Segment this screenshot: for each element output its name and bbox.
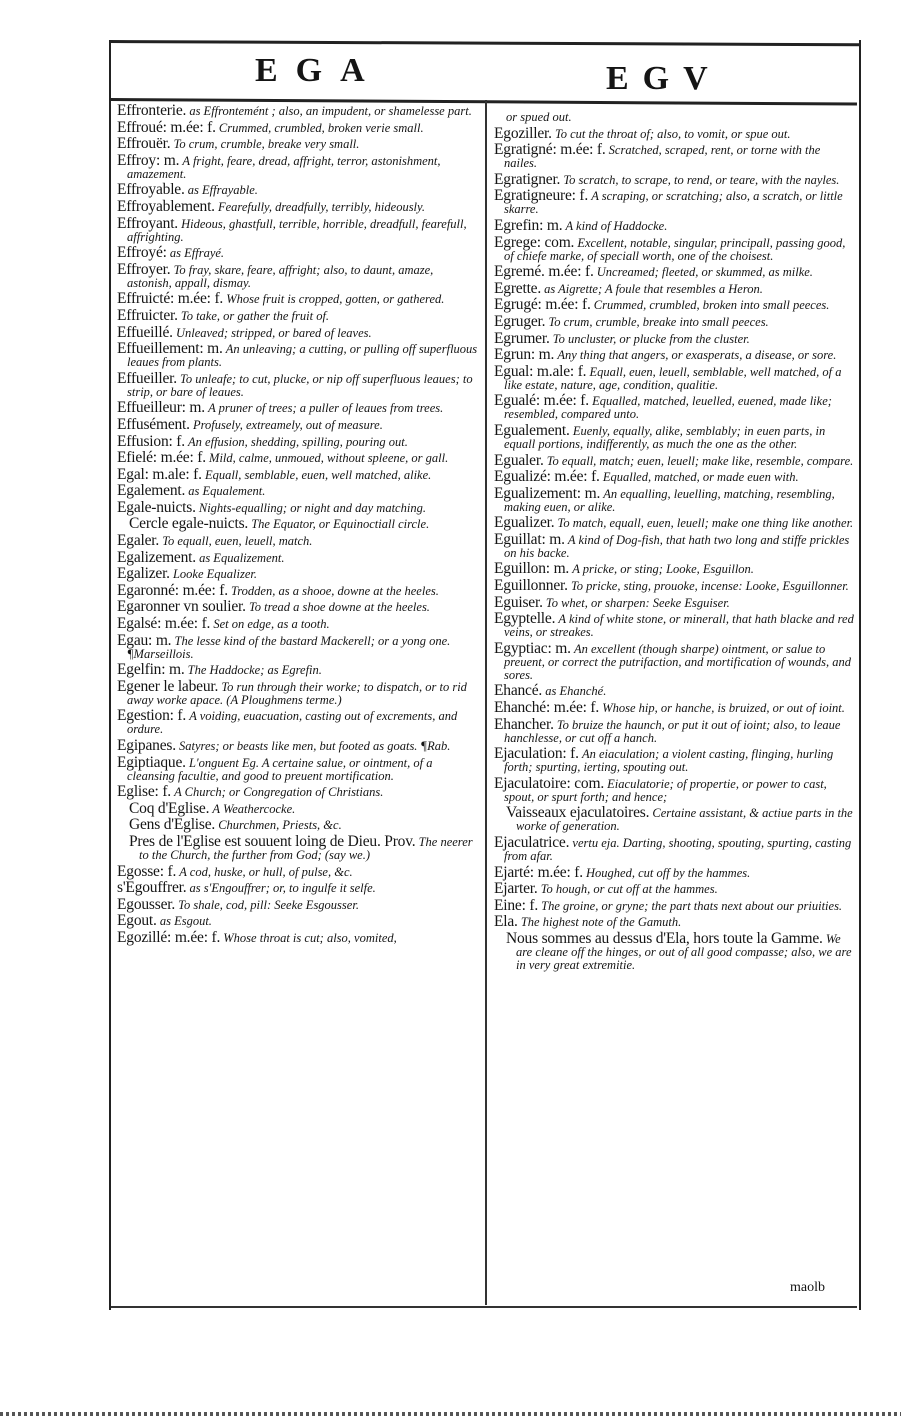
entry-definition: An equalling, leuelling, matching, resembling, making euen, or alike. <box>504 486 835 514</box>
entry-definition: Whose fruit is cropped, gotten, or gathered. <box>226 292 445 307</box>
entry-headword: Effruicté: m.ée: f. <box>117 290 224 308</box>
entry-definition: A voiding, euacuation, casting out of excrements, and ordure. <box>127 709 458 737</box>
dictionary-entry <box>117 818 479 832</box>
entry-definition: as Ehanché. <box>545 684 607 699</box>
dictionary-entry <box>494 929 856 972</box>
entry-definition: Mild, calme, unmoued, without spleene, or gall. <box>209 451 449 466</box>
entry-definition: Crummed, crumbled, broken into small peeces. <box>593 298 830 313</box>
dictionary-entry <box>117 881 479 895</box>
entry-headword: Egrumer. <box>494 329 550 347</box>
entry-definition: Nights-equalling; or night and day matching. <box>198 500 426 515</box>
entry-definition: Looke Equalizer. <box>172 567 258 582</box>
entry-headword: Egalsé: m.ée: f. <box>117 615 211 633</box>
entry-headword: Egual: m.ale: f. <box>494 362 587 380</box>
entry-headword: Egalizement. <box>117 548 196 566</box>
entry-definition: Any thing that angers, or exasperats, a disease, or sore. <box>557 348 837 363</box>
entry-definition: Equall, semblable, euen, well matched, alike. <box>204 467 432 482</box>
entry-headword: Egrugé: m.ée: f. <box>494 296 591 314</box>
entry-definition: An effusion, shedding, spilling, pouring out. <box>188 434 408 449</box>
catchword: maolb <box>790 1280 825 1295</box>
dictionary-entry <box>494 170 856 188</box>
entry-definition: To crum, crumble, breake into small peeces. <box>548 314 769 329</box>
entry-headword: Effroy: m. <box>117 151 180 169</box>
dictionary-entry <box>117 753 479 783</box>
dictionary-entry <box>117 534 479 548</box>
dictionary-entry <box>117 914 479 928</box>
entry-definition: To shale, cod, pill: Seeke Esgousser. <box>178 897 359 912</box>
entry-definition: A Weathercocke. <box>212 801 296 816</box>
entry-headword: Eglise: f. <box>117 783 171 801</box>
entry-headword: Egrette. <box>494 279 542 297</box>
scan-edge <box>0 1412 901 1416</box>
entry-definition: Churchmen, Priests, &c. <box>218 818 342 833</box>
entry-definition: Equalled, matched, or made euen with. <box>602 470 799 485</box>
dictionary-entry <box>494 639 856 682</box>
entry-definition: To equall, euen, leuell, match. <box>162 534 313 549</box>
dictionary-entry <box>494 265 856 279</box>
entry-definition: Profusely, extreamely, out of measure. <box>192 417 383 432</box>
dictionary-entry <box>117 465 479 483</box>
dictionary-entry <box>117 928 479 946</box>
entry-definition: An unleaving; a cutting, or pulling off superfluous leaues from plants. <box>127 342 478 370</box>
dictionary-entry <box>117 832 479 862</box>
dictionary-entry <box>117 183 479 197</box>
dictionary-entry <box>494 421 856 451</box>
entry-headword: Egaler. <box>117 532 160 550</box>
dictionary-entry <box>117 895 479 913</box>
entry-headword: Egalement. <box>117 482 186 500</box>
entry-definition: Hideous, ghastfull, terrible, horrible, dreadfull, fearefull, affrighting. <box>127 216 467 244</box>
entry-headword: Ela. <box>494 913 518 931</box>
entry-headword: Egalizer. <box>117 565 170 583</box>
dictionary-entry <box>494 329 856 347</box>
entry-headword: Egozillé: m.ée: f. <box>117 928 221 946</box>
entry-headword: Ehancé. <box>494 682 543 700</box>
entry-headword: Egualizement: m. <box>494 484 601 502</box>
entry-definition: Eiaculatorie; of propertie, or power to cast, spout, or spurt forth; and hence; <box>504 776 827 804</box>
dictionary-entry <box>117 260 479 290</box>
entry-definition: A scraping, or scratching; also, a scratch, or little skarre. <box>504 189 843 217</box>
dictionary-entry <box>494 579 856 593</box>
dictionary-entry <box>117 118 479 136</box>
entry-definition: Uncreamed; fleeted, or skummed, as milke. <box>596 265 813 280</box>
dictionary-entry <box>494 394 856 421</box>
entry-headword: Egrefin: m. <box>494 216 563 234</box>
entry-headword: Egruger. <box>494 312 546 330</box>
entry-definition: Trodden, as a shooe, downe at the heeles. <box>231 583 439 598</box>
entry-headword: Cercle egale-nuicts. <box>129 515 249 533</box>
dictionary-entry <box>494 882 856 896</box>
dictionary-entry <box>494 279 856 297</box>
entry-definition: A pricke, or sting; Looke, Esguillon. <box>572 562 754 577</box>
entry-headword: Nous sommes au dessus d'Ela, hors toute la Gamme. <box>506 929 823 947</box>
dictionary-entry <box>117 151 479 181</box>
entry-definition: Equalled, matched, leuelled, euened, made like; resembled, compared unto. <box>504 394 832 422</box>
dictionary-entry <box>117 432 479 450</box>
entry-definition: Set on edge, as a tooth. <box>213 617 330 632</box>
entry-headword: Eguillat: m. <box>494 530 565 548</box>
entry-headword: Egosse: f. <box>117 862 177 880</box>
entry-headword: Egualé: m.ée: f. <box>494 392 589 410</box>
entry-definition: Euenly, equally, alike, semblably; in euen parts, in equall portions, indifferently, as much the one as the other. <box>504 423 826 451</box>
entry-headword: Ejaculation: f. <box>494 745 579 763</box>
dictionary-entry <box>117 581 479 599</box>
dictionary-entry <box>494 747 856 774</box>
entry-definition: Excellent, notable, singular, principall, passing good, of chiefe marke, of speciall worth, one of the choisest. <box>504 235 846 263</box>
dictionary-entry <box>494 530 856 560</box>
entry-definition: The Equator, or Equinoctiall circle. <box>251 517 430 532</box>
entry-headword: Egale-nuicts. <box>117 498 196 516</box>
entry-headword: Egal: m.ale: f. <box>117 465 202 483</box>
entry-headword: Egaronner vn soulier. <box>117 598 246 616</box>
entry-headword: Eine: f. <box>494 896 539 914</box>
entry-definition: Fearefully, dreadfully, terribly, hideously. <box>217 199 426 214</box>
entry-definition: We are cleane off the hinges, or out of all good compasse; also, we are in very great extremitie. <box>516 931 852 972</box>
dictionary-entry <box>117 306 479 324</box>
entry-definition: To equall, match; euen, leuell; make like, resemble, compare. <box>546 453 854 468</box>
entry-headword: Egualement. <box>494 421 570 439</box>
entry-definition: To crum, crumble, breake very small. <box>173 137 360 152</box>
entry-definition: To tread a shoe downe at the heeles. <box>248 600 430 615</box>
dictionary-entry <box>117 517 479 531</box>
dictionary-entry <box>494 312 856 330</box>
entry-definition: To uncluster, or plucke from the cluster. <box>552 331 750 346</box>
entry-definition: Whose hip, or hanche, is bruized, or out of ioint. <box>602 701 845 716</box>
entry-definition: as Equalizement. <box>199 550 285 565</box>
entry-definition: Satyres; or beasts like men, but footed as goats. ¶Rab. <box>179 739 451 753</box>
entry-headword: Egiptiaque. <box>117 753 186 771</box>
dictionary-entry <box>494 562 856 576</box>
entry-headword: Ehancher. <box>494 715 554 733</box>
entry-definition: To unleafe; to cut, plucke, or nip off superfluous leaues; to strip, or bare of leaues. <box>127 371 473 399</box>
dictionary-entry <box>494 110 856 124</box>
entry-definition: The Haddocke; as Egrefin. <box>187 663 322 678</box>
dictionary-entry <box>117 677 479 707</box>
running-head-right: EGV <box>606 60 722 97</box>
left-column <box>117 104 479 948</box>
entry-definition: Whose throat is cut; also, vomited, <box>223 930 397 945</box>
dictionary-entry <box>117 415 479 433</box>
entry-headword: Eguillon: m. <box>494 560 570 578</box>
dictionary-entry <box>117 663 479 677</box>
entry-headword: Egyptiac: m. <box>494 639 571 657</box>
entry-headword: Effroué: m.ée: f. <box>117 118 216 136</box>
entry-headword: Eguillonner. <box>494 577 568 595</box>
dictionary-entry <box>494 216 856 234</box>
entry-definition: To scratch, to scrape, to rend, or teare, with the nayles. <box>563 172 840 187</box>
entry-headword: Effruicter. <box>117 306 178 324</box>
dictionary-entry <box>117 342 479 369</box>
entry-definition: Equall, euen, leuell, semblable, well matched, of a like estate, nature, age, condition, qualitie. <box>504 364 842 392</box>
dictionary-entry <box>494 684 856 698</box>
entry-headword: Egratigneure: f. <box>494 187 589 205</box>
dictionary-entry <box>117 785 479 799</box>
entry-headword: Efielé: m.ée: f. <box>117 449 206 467</box>
entry-definition: To take, or gather the fruit of. <box>180 308 330 323</box>
entry-definition: The highest note of the Gamuth. <box>520 915 682 930</box>
entry-headword: Ejarter. <box>494 880 538 898</box>
entry-headword: Effusion: f. <box>117 432 185 450</box>
dictionary-entry <box>494 470 856 484</box>
entry-headword: Egrun: m. <box>494 346 555 364</box>
entry-definition: A kind of Dog-fish, that hath two long and stiffe prickles on his backe. <box>504 532 850 560</box>
entry-definition: Crummed, crumbled, broken verie small. <box>218 120 424 135</box>
entry-headword: Ehanché: m.ée: f. <box>494 699 600 717</box>
entry-headword: Egau: m. <box>117 631 172 649</box>
dictionary-entry <box>117 617 479 631</box>
entry-definition: To cut the throat of; also, to vomit, or spue out. <box>554 126 791 141</box>
entry-headword: Effueillé. <box>117 323 173 341</box>
entry-headword: Egualizer. <box>494 514 555 532</box>
entry-definition: A Church; or Congregation of Christians. <box>174 785 384 800</box>
dictionary-entry <box>117 214 479 244</box>
entry-headword: Egratigner. <box>494 170 561 188</box>
entry-headword: Effroyé: <box>117 244 167 262</box>
dictionary-entry <box>117 369 479 399</box>
entry-definition: Certaine assistant, & actiue parts in the worke of generation. <box>516 806 853 834</box>
entry-definition: To pricke, sting, prouoke, incense: Looke, Esguillonner. <box>570 579 849 594</box>
dictionary-entry <box>117 401 479 415</box>
column-divider <box>485 100 487 1305</box>
entry-definition: Unleaved; stripped, or bared of leaves. <box>175 325 372 340</box>
dictionary-entry <box>494 593 856 611</box>
entry-definition: as Aigrette; A foule that resembles a Heron. <box>544 281 763 296</box>
entry-headword: Effueilleur: m. <box>117 399 205 417</box>
dictionary-entry <box>117 137 479 151</box>
entry-headword: Effueillement: m. <box>117 340 223 358</box>
entry-definition: An eiaculation; a violent casting, flinging, hurling forth; spurting, ierting, spouting out. <box>504 747 834 775</box>
entry-headword: Egipanes. <box>117 737 176 754</box>
entry-headword: Effroyant. <box>117 214 178 232</box>
entry-definition: To match, equall, euen, leuell; make one thing like another. <box>557 516 854 531</box>
entry-headword: Egestion: f. <box>117 707 187 725</box>
entry-headword: Egelfin: m. <box>117 661 185 679</box>
dictionary-entry <box>117 709 479 736</box>
dictionary-entry <box>117 862 479 880</box>
dictionary-entry <box>117 451 479 465</box>
dictionary-entry <box>494 233 856 263</box>
entry-headword: Effrouër. <box>117 135 171 153</box>
entry-definition: as Effrayable. <box>187 183 258 198</box>
entry-headword: Ejarté: m.ée: f. <box>494 863 583 881</box>
dictionary-entry <box>494 362 856 392</box>
dictionary-entry <box>494 701 856 715</box>
entry-headword: Effueiller. <box>117 369 177 387</box>
dictionary-entry <box>117 600 479 614</box>
dictionary-entry <box>494 189 856 216</box>
entry-definition: as Effrayé. <box>169 246 225 261</box>
entry-headword: Coq d'Eglise. <box>129 799 210 817</box>
dictionary-entry <box>117 799 479 817</box>
dictionary-entry <box>494 516 856 530</box>
entry-definition: L'onguent Eg. A certaine salue, or ointment, of a cleansing facultie, and good to preuent mortification. <box>127 755 433 783</box>
dictionary-entry <box>494 806 856 833</box>
dictionary-entry <box>494 612 856 639</box>
entry-headword: Ejaculatrice. <box>494 834 570 851</box>
entry-definition: A kind of white stone, or minerall, that hath blacke and red veins, or streakes. <box>504 612 854 640</box>
entry-definition: The groine, or gryne; the part thats next about our priuities. <box>541 898 843 913</box>
entry-definition: To hough, or cut off at the hammes. <box>540 882 718 897</box>
dictionary-entry <box>494 715 856 745</box>
entry-definition: Scratched, scraped, rent, or torne with the nailes. <box>504 143 821 171</box>
entry-headword: Egousser. <box>117 895 176 913</box>
dictionary-entry <box>117 739 479 753</box>
entry-definition: The lesse kind of the bastard Mackerell; or a yong one. ¶Marseillois. <box>127 633 451 661</box>
dictionary-entry <box>117 104 479 118</box>
dictionary-entry <box>117 484 479 498</box>
page-bottom-rule <box>111 1306 857 1308</box>
entry-headword: Egratigné: m.ée: f. <box>494 141 606 159</box>
dictionary-entry <box>494 896 856 914</box>
entry-definition: To fray, skare, feare, affright; also, to daunt, amaze, astonish, appall, dismay. <box>127 262 434 290</box>
entry-headword: Effroyablement. <box>117 197 215 215</box>
entry-definition: An excellent (though sharpe) ointment, or salue to preuent, or correct the putrifaction, and mortification of wounds, and sores. <box>504 641 851 682</box>
entry-headword: Vaisseaux ejaculatoires. <box>506 804 650 822</box>
entry-definition: To bruize the haunch, or put it out of ioint; also, to leaue hanchlesse, or cut off a hanch. <box>504 717 841 745</box>
entry-definition: as Equalement. <box>188 484 266 499</box>
dictionary-entry <box>117 292 479 306</box>
entry-definition: A fright, feare, dread, affright, terror, astonishment, amazement. <box>127 153 441 181</box>
running-head-left: EGA <box>255 52 383 89</box>
entry-headword: Ejaculatoire: com. <box>494 774 605 792</box>
entry-headword: Eguiser. <box>494 593 543 611</box>
dictionary-entry <box>494 143 856 170</box>
dictionary-entry <box>494 915 856 929</box>
dictionary-entry <box>494 298 856 312</box>
entry-definition: A cod, huske, or hull, of pulse, &c. <box>179 864 353 879</box>
right-column <box>494 110 856 975</box>
entry-headword: Egualizé: m.ée: f. <box>494 468 600 486</box>
dictionary-entry <box>494 774 856 804</box>
entry-headword: Egyptelle. <box>494 610 556 628</box>
dictionary-entry <box>494 348 856 362</box>
entry-headword: Effronterie. <box>117 102 187 119</box>
dictionary-entry <box>494 451 856 469</box>
entry-headword: Egrege: com. <box>494 233 575 251</box>
entry-headword: Effroyable. <box>117 181 185 199</box>
dictionary-entry <box>494 124 856 142</box>
entry-headword: s'Egouffrer. <box>117 879 187 897</box>
dictionary-entry <box>117 323 479 341</box>
entry-definition: A kind of Haddocke. <box>565 218 668 233</box>
entry-headword: Egualer. <box>494 451 544 469</box>
entry-definition: or spued out. <box>506 110 572 124</box>
entry-headword: Egout. <box>117 912 157 930</box>
entry-definition: Houghed, cut off by the hammes. <box>586 865 751 880</box>
dictionary-entry <box>494 484 856 514</box>
entry-definition: To whet, or sharpen: Seeke Esguiser. <box>545 595 730 610</box>
entry-definition: as Esgout. <box>159 914 212 929</box>
dictionary-entry <box>117 197 479 215</box>
entry-definition: vertu eja. Darting, shooting, spouting, spurting, casting from afar. <box>504 836 852 863</box>
entry-definition: The neerer to the Church, the further from God; (say we.) <box>139 834 473 862</box>
entry-headword: Egener le labeur. <box>117 677 219 695</box>
entry-headword: Egoziller. <box>494 124 552 142</box>
entry-headword: Gens d'Eglise. <box>129 816 216 834</box>
entry-headword: Pres de l'Eglise est souuent loing de Dieu. Prov. <box>129 832 416 850</box>
dictionary-entry <box>117 246 479 260</box>
entry-headword: Effroyer. <box>117 260 171 278</box>
dictionary-entry <box>117 631 479 661</box>
entry-headword: Egremé. m.ée: f. <box>494 263 594 281</box>
entry-definition: as s'Engouffrer; or, to ingulfe it selfe. <box>189 881 376 896</box>
dictionary-entry <box>117 548 479 566</box>
entry-definition: as Effrontemént ; also, an impudent, or shamelesse part. <box>189 104 472 118</box>
dictionary-entry <box>494 836 856 863</box>
dictionary-entry <box>494 863 856 881</box>
entry-definition: A pruner of trees; a puller of leaues from trees. <box>208 401 444 416</box>
dictionary-entry <box>117 567 479 581</box>
entry-headword: Egaronné: m.ée: f. <box>117 581 228 599</box>
entry-definition: To run through their worke; to dispatch, or to rid away worke apace. (A Ploughmens terme.) <box>127 679 467 707</box>
entry-headword: Effusément. <box>117 415 190 433</box>
dictionary-entry <box>117 498 479 516</box>
